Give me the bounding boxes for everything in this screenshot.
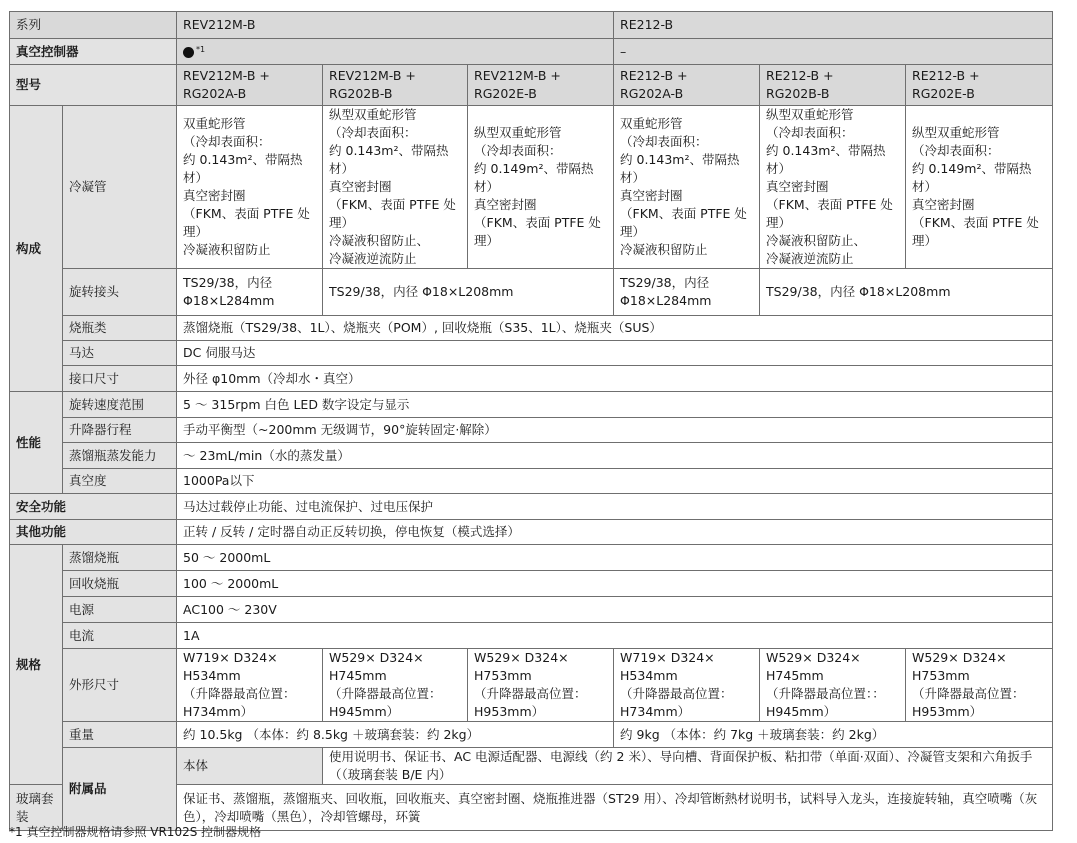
condenser-cell: 纵型双重蛇形管 （冷却表面积： 约 0.143m²、带隔热材） 真空密封圈 （FKM、表面 PTFE 处理） 冷凝液积留防止、 冷凝液逆流防止 <box>323 106 468 269</box>
current-label: 电流 <box>63 623 177 649</box>
dimensions-cell: W719× D324× H534mm （升降器最高位置： H734mm） <box>614 649 760 722</box>
vacuum-degree-value: 1000Pa以下 <box>177 469 1053 494</box>
acc-body-value: 使用说明书、保证书、AC 电源适配器、电源线（约 2 米）、导向槽、背面保护板、粘扣带（单面·双面）、冷凝管支架和六角扳手（（玻璃套装 B/E 内） <box>323 748 1053 785</box>
row-series <box>10 12 1053 39</box>
rotary-joint-a23: TS29/38，内径 Φ18×L208mm <box>323 269 614 316</box>
vacuum-controller-b: – <box>614 39 1053 65</box>
condenser-cell: 双重蛇形管 （冷却表面积： 约 0.143m²、带隔热材） 真空密封圈 （FKM、表面 PTFE 处理） 冷凝液积留防止 <box>177 106 323 269</box>
rotary-joint-a1: TS29/38，内径 Φ18×L284mm <box>177 269 323 316</box>
condenser-label: 冷凝管 <box>63 106 177 269</box>
model-cell: RE212-B + RG202B-B <box>760 65 906 106</box>
model-cell: REV212M-B + RG202A-B <box>177 65 323 106</box>
acc-glass-value: 保证书、蒸馏瓶，蒸馏瓶夹、回收瓶，回收瓶夹、真空密封圈、烧瓶推进器（ST29 用）、冷却管断熱材说明书，试料导入龙头，连接旋转轴，真空喷嘴（灰色），冷却喷嘴（黑色），冷却管螺母，环簧 <box>177 785 1053 831</box>
recv-flask-label: 回收烧瓶 <box>63 571 177 597</box>
speed-value: 5 ～ 315rpm 白色 LED 数字设定与显示 <box>177 392 1053 418</box>
row-weight <box>10 722 1053 748</box>
weight-label: 重量 <box>63 722 177 748</box>
safety-label: 安全功能 <box>10 494 177 520</box>
condenser-cell: 纵型双重蛇形管 （冷却表面积： 约 0.149m²、带隔热材） 真空密封圈 （FKM、表面 PTFE 处理） <box>468 106 614 269</box>
row-lift <box>10 418 1053 443</box>
footnote-mark: *1 <box>196 45 206 54</box>
row-vacuum-controller <box>10 39 1053 65</box>
rotary-joint-b1: TS29/38，内径 Φ18×L284mm <box>614 269 760 316</box>
row-current <box>10 623 1053 649</box>
safety-value: 马达过载停止功能、过电流保护、过电压保护 <box>177 494 1053 520</box>
row-flasks <box>10 316 1053 341</box>
acc-body-label: 本体 <box>177 748 323 785</box>
evaporation-value: ～ 23mL/min（水的蒸发量） <box>177 443 1053 469</box>
series-label: 系列 <box>10 12 177 39</box>
dist-flask-label: 蒸馏烧瓶 <box>63 545 177 571</box>
section-accessories: 附属品 <box>63 748 177 831</box>
row-safety <box>10 494 1053 520</box>
motor-value: DC 伺服马达 <box>177 341 1053 366</box>
spec-table <box>9 11 1053 831</box>
row-rotary-joint <box>10 269 1053 316</box>
dimensions-cell: W529× D324× H745mm （升降器最高位置： H945mm） <box>323 649 468 722</box>
row-evaporation <box>10 443 1053 469</box>
row-dist-flask <box>10 545 1053 571</box>
row-model <box>10 65 1053 106</box>
model-cell: REV212M-B + RG202B-B <box>323 65 468 106</box>
dist-flask-value: 50 ～ 2000mL <box>177 545 1053 571</box>
row-motor <box>10 341 1053 366</box>
row-speed <box>10 392 1053 418</box>
vacuum-controller-label: 真空控制器 <box>10 39 177 65</box>
model-cell: RE212-B + RG202A-B <box>614 65 760 106</box>
dimensions-cell: W529× D324× H745mm （升降器最高位置：： H945mm） <box>760 649 906 722</box>
dimensions-label: 外形尺寸 <box>63 649 177 722</box>
row-vacuum-degree <box>10 469 1053 494</box>
model-cell: RE212-B + RG202E-B <box>906 65 1053 106</box>
condenser-cell: 纵型双重蛇形管 （冷却表面积： 约 0.143m²、带隔热材） 真空密封圈 （FKM、表面 PTFE 处理） 冷凝液积留防止、 冷凝液逆流防止 <box>760 106 906 269</box>
row-port <box>10 366 1053 392</box>
other-value: 正转 / 反转 / 定时器自动正反转切换，停电恢复（模式选择） <box>177 520 1053 545</box>
row-dimensions <box>10 649 1053 722</box>
row-power <box>10 597 1053 623</box>
model-cell: REV212M-B + RG202E-B <box>468 65 614 106</box>
vacuum-controller-a <box>177 39 614 65</box>
footnote: *1 真空控制器规格请参照 VR102S 控制器规格 <box>9 825 262 839</box>
condenser-cell: 纵型双重蛇形管 （冷却表面积： 约 0.149m²、带隔热材） 真空密封圈 （FKM、表面 PTFE 处理） <box>906 106 1053 269</box>
condenser-cell: 双重蛇形管 （冷却表面积： 约 0.143m²、带隔热材） 真空密封圈 （FKM、表面 PTFE 处理） 冷凝液积留防止 <box>614 106 760 269</box>
series-b: RE212-B <box>614 12 1053 39</box>
vacuum-degree-label: 真空度 <box>63 469 177 494</box>
dimensions-cell: W529× D324× H753mm （升降器最高位置： H953mm） <box>468 649 614 722</box>
port-label: 接口尺寸 <box>63 366 177 392</box>
evaporation-label: 蒸馏瓶蒸发能力 <box>63 443 177 469</box>
rotary-joint-label: 旋转接头 <box>63 269 177 316</box>
dimensions-cell: W529× D324× H753mm （升降器最高位置： H953mm） <box>906 649 1053 722</box>
power-value: AC100 ～ 230V <box>177 597 1053 623</box>
recv-flask-value: 100 ～ 2000mL <box>177 571 1053 597</box>
acc-glass-label: 玻璃套装 <box>10 785 63 831</box>
lift-value: 手动平衡型（~200mm 无级调节，90°旋转固定·解除） <box>177 418 1053 443</box>
speed-label: 旋转速度范围 <box>63 392 177 418</box>
section-specs: 规格 <box>10 545 63 785</box>
section-construction: 构成 <box>10 106 63 392</box>
other-label: 其他功能 <box>10 520 177 545</box>
dimensions-cell: W719× D324× H534mm （升降器最高位置： H734mm） <box>177 649 323 722</box>
weight-a: 约 10.5kg （本体：约 8.5kg ＋玻璃套装：约 2kg） <box>177 722 614 748</box>
row-condenser <box>10 106 1053 269</box>
row-acc-body <box>10 748 1053 785</box>
weight-b: 约 9kg （本体：约 7kg ＋玻璃套装：约 2kg） <box>614 722 1053 748</box>
port-value: 外径 φ10mm（冷却水・真空） <box>177 366 1053 392</box>
motor-label: 马达 <box>63 341 177 366</box>
lift-label: 升降器行程 <box>63 418 177 443</box>
filled-circle-icon <box>183 47 194 58</box>
power-label: 电源 <box>63 597 177 623</box>
current-value: 1A <box>177 623 1053 649</box>
row-recv-flask <box>10 571 1053 597</box>
row-other <box>10 520 1053 545</box>
model-label: 型号 <box>10 65 177 106</box>
series-a: REV212M-B <box>177 12 614 39</box>
section-performance: 性能 <box>10 392 63 494</box>
flask-value: 蒸馏烧瓶（TS29/38、1L）、烧瓶夹（POM）, 回收烧瓶（S35、1L）、烧瓶夹（SUS） <box>177 316 1053 341</box>
rotary-joint-b23: TS29/38，内径 Φ18×L208mm <box>760 269 1053 316</box>
flask-label: 烧瓶类 <box>63 316 177 341</box>
